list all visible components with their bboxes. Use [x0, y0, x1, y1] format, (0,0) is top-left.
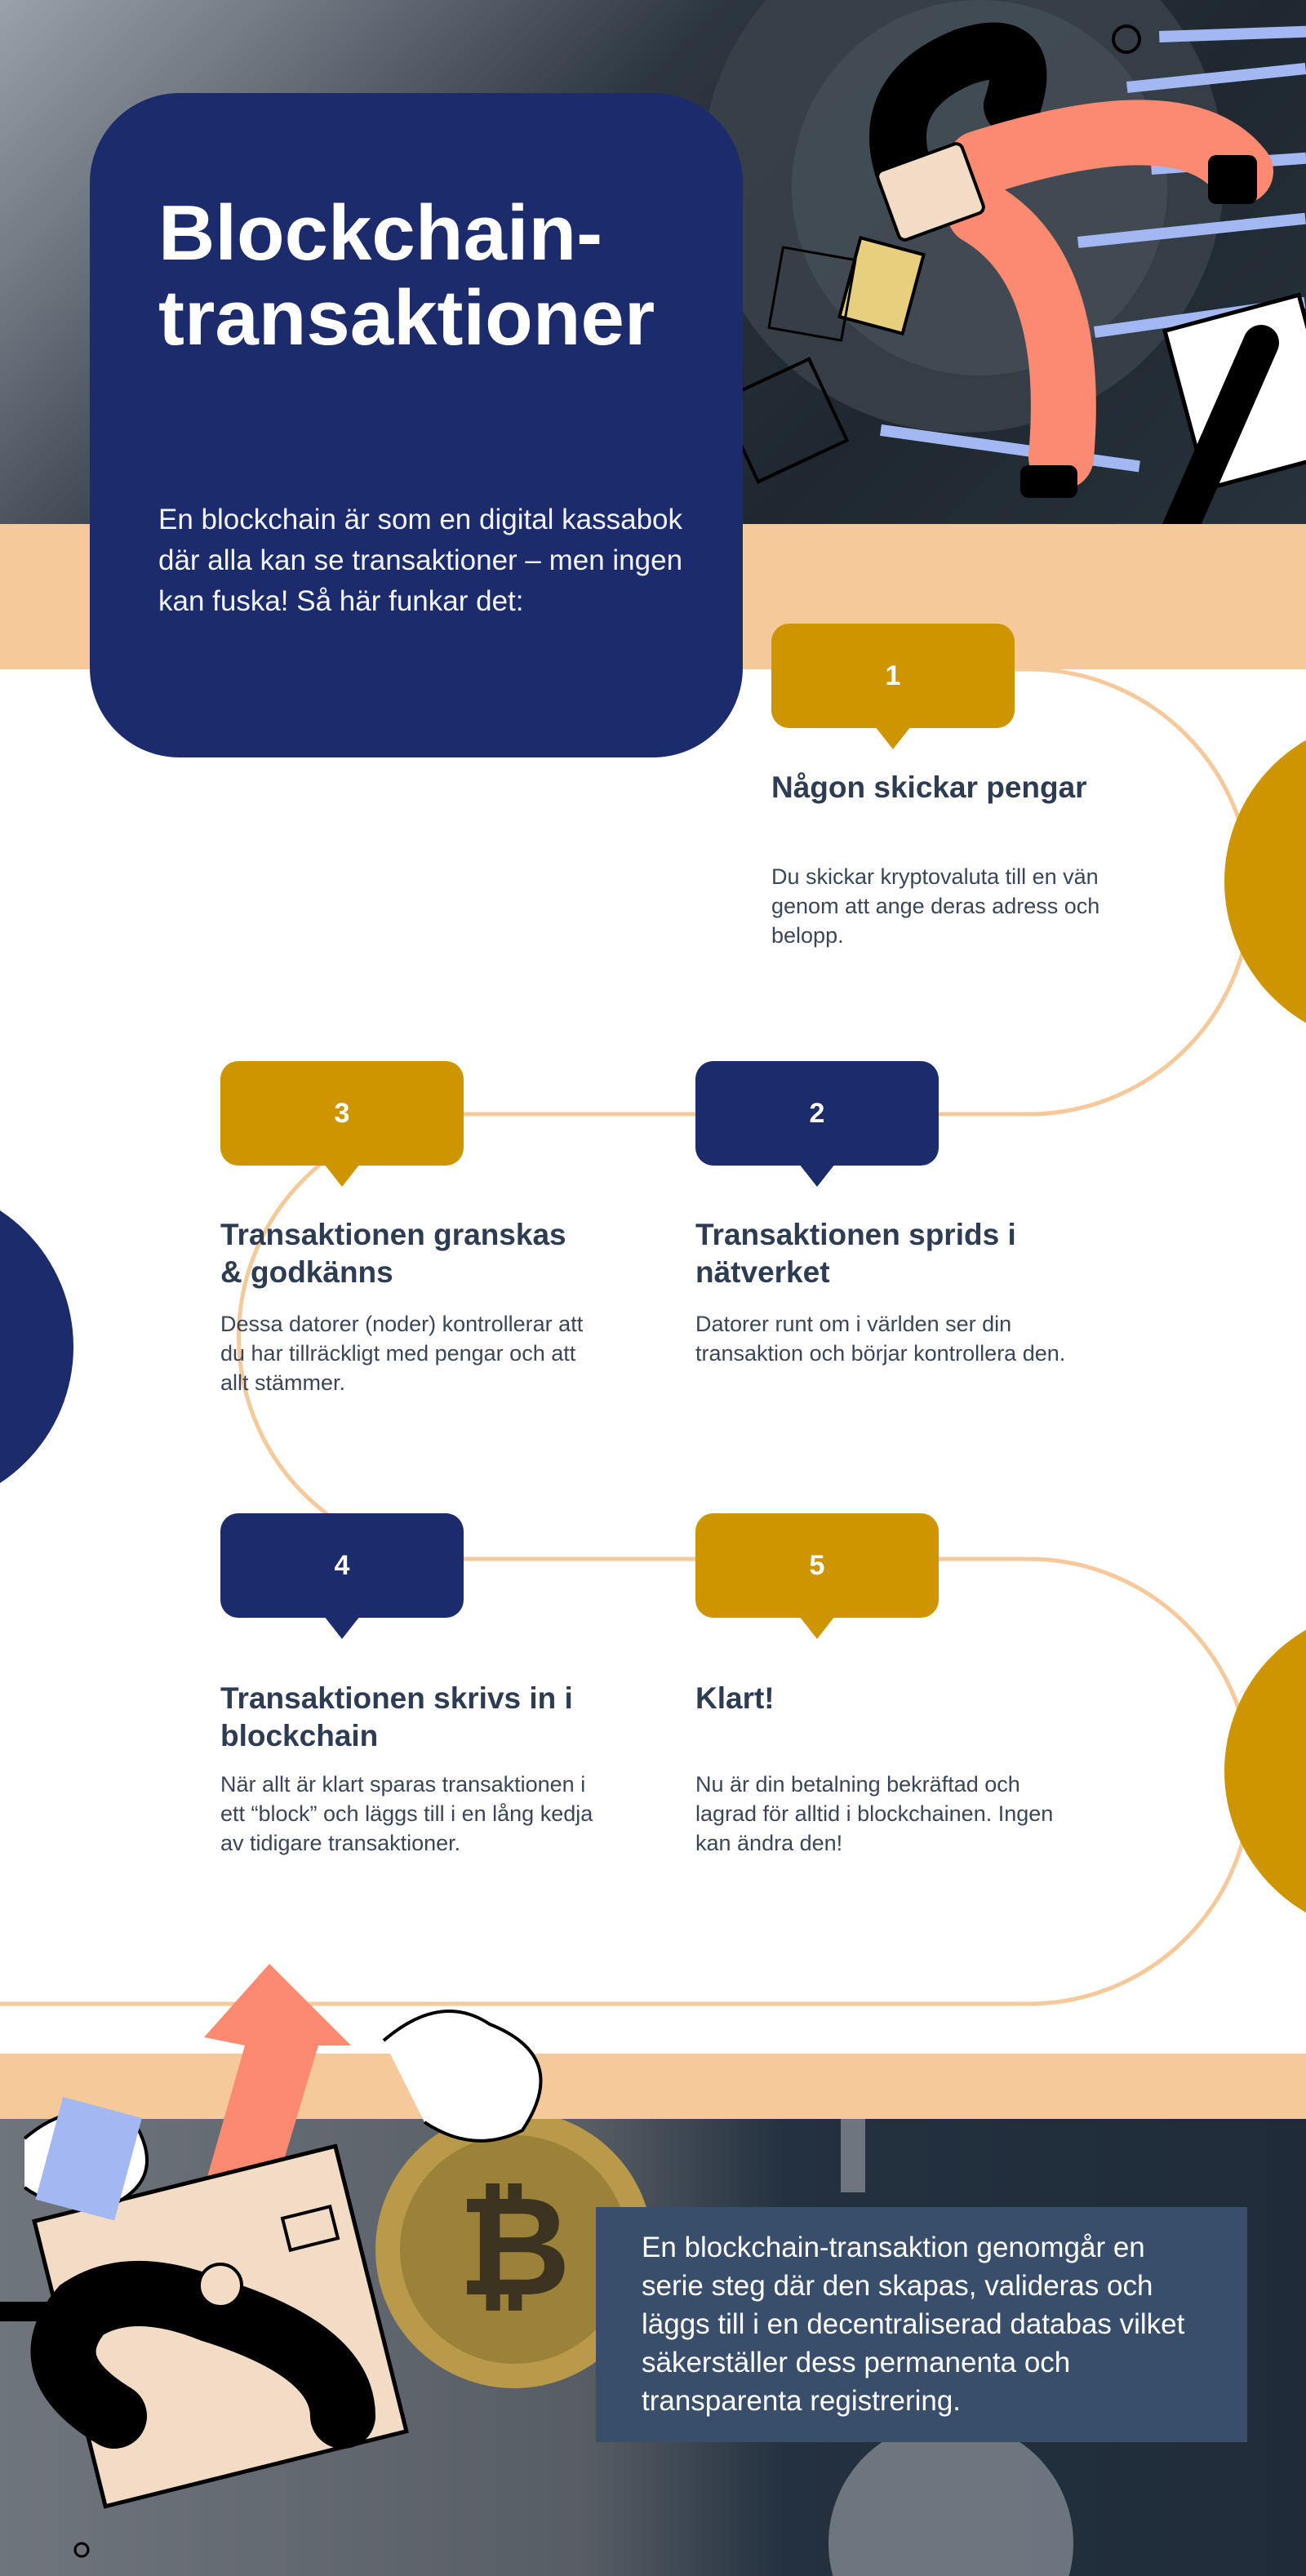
step-title: Transaktionen sprids i nätverket [695, 1218, 1016, 1289]
summary-text: En blockchain-transaktion genomgår en serie steg där den skapas, valideras och läggs till i en decentraliserad databas vilket säkerställer dess permanenta och transparenta registrering. [642, 2232, 1185, 2417]
step-title: Transaktionen granskas & godkänns [220, 1218, 566, 1289]
page-title-line2: transaktioner [158, 274, 655, 362]
svg-text:₿: ₿ [457, 2166, 571, 2328]
step-text: Nu är din betalning bekräftad och lagrad för alltid i blockchainen. Ingen kan ändra den! [695, 1772, 1054, 1855]
step-number: 1 [885, 660, 901, 691]
step-number: 2 [809, 1097, 825, 1129]
step-text: Du skickar kryptovaluta till en vän genom att ange deras adress och belopp. [771, 864, 1100, 948]
step-number: 3 [334, 1097, 350, 1129]
step-number: 5 [809, 1549, 825, 1581]
summary-box [596, 2207, 1247, 2442]
step-title: Transaktionen skrivs in i blockchain [220, 1681, 573, 1752]
step-text: Datorer runt om i världen ser din transaktion och börjar kontrollera den. [695, 1312, 1066, 1366]
step-number: 4 [334, 1549, 350, 1581]
intro-text: En blockchain är som en digital kassabok där alla kan se transaktioner – men ingen kan fuska! Så här funkar det: [158, 504, 683, 617]
step-title: Någon skickar pengar [771, 771, 1087, 804]
step-title: Klart! [695, 1681, 775, 1715]
page-title-line1: Blockchain- [158, 189, 603, 277]
step-text: Dessa datorer (noder) kontrollerar att du har tillräckligt med pengar och att allt stämmer. [220, 1312, 584, 1395]
step-text: När allt är klart sparas transaktionen i ett “block” och läggs till i en lång kedja av tidigare transaktioner. [220, 1772, 593, 1855]
